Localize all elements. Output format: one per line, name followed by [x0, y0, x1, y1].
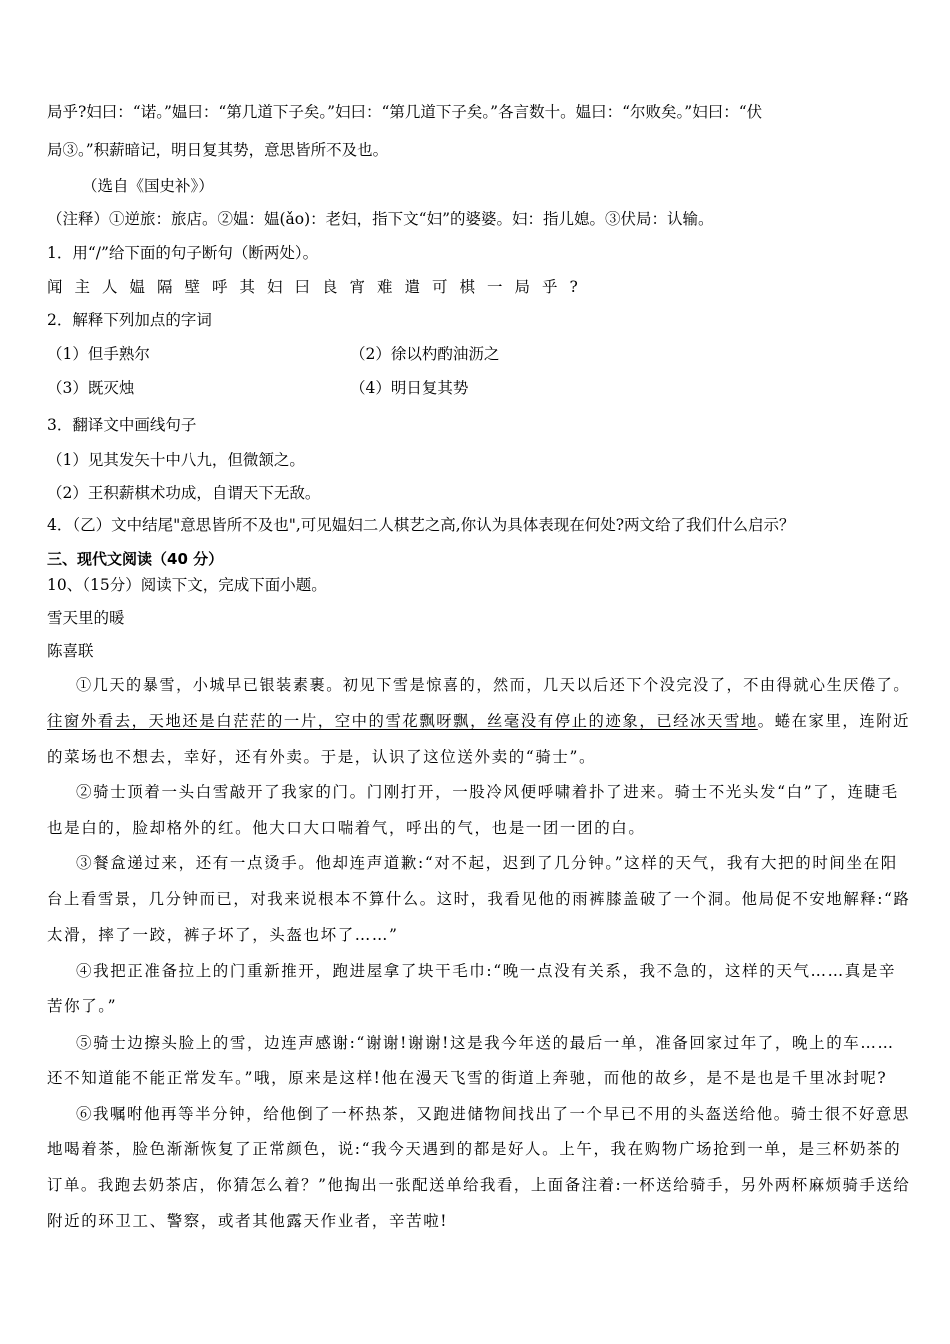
paragraph-line: ②骑士顶着一头白雪敲开了我家的门。门刚打开，一股冷风便呼啸着扑了进来。骑士不光头发“白”了，连睫毛	[76, 783, 899, 801]
essay-title: 雪天里的暖	[47, 609, 125, 627]
question-4: 4．（乙）文中结尾"意思皆所不及也",可见媪妇二人棋艺之高,你认为具体表现在何处?两文给了我们什么启示？	[47, 516, 795, 534]
paragraph-line: ③餐盒递过来，还有一点烫手。他却连声道歉:“对不起，迟到了几分钟。”这样的天气，我有大把的时间坐在阳	[76, 854, 898, 872]
paragraph-line: ⑤骑士边擦头脸上的雪，边连声感谢:“谢谢!谢谢!这是我今年送的最后一单，准备回家过年了，晚上的车……	[76, 1034, 895, 1052]
classical-text-line: 局乎?妇曰：“诺。”媪曰：“第几道下子矣。”妇曰：“第几道下子矣。”各言数十。媪曰：“尔败矣。”妇曰：“伏	[47, 103, 763, 121]
paragraph-line: ⑥我嘱咐他再等半分钟，给他倒了一杯热茶，又跑进储物间找出了一个早已不用的头盔送给他。骑士很不好意思	[76, 1105, 910, 1123]
section-heading: 三、现代文阅读（40 分）	[47, 550, 224, 568]
question-2: 2．解释下列加点的字词	[47, 311, 212, 329]
paragraph-line: 地喝着茶，脸色渐渐恢复了正常颜色，说:“我今天遇到的都是好人。上午，我在购物广场抢到一单，是三杯奶茶的	[47, 1140, 902, 1158]
essay-author: 陈喜联	[47, 642, 94, 660]
question-2-item: （4）明日复其势	[350, 379, 469, 397]
paragraph-fragment: 。蜷在家里，连附近	[757, 712, 911, 730]
source-citation: （选自《国史补》）	[82, 177, 214, 195]
paragraph-line: 的菜场也不想去，幸好，还有外卖。于是，认识了这位送外卖的“骑士”。	[47, 748, 597, 766]
paragraph-line: 太滑，摔了一跤，裤子坏了，头盔也坏了……”	[47, 926, 399, 944]
question-2-item: （2）徐以杓酌油沥之	[350, 345, 500, 363]
question-1: 1．用“/”给下面的句子断句（断两处）。	[47, 244, 319, 262]
question-1-sentence: 闻主人媪隔壁呼其妇曰良宵难遣可棋一局乎?	[47, 278, 590, 296]
question-2-row	[47, 378, 469, 398]
annotation-notes: （注释）①逆旅：旅店。②媪：媪(ǎo)：老妇，指下文“妇”的婆婆。妇：指儿媳。③伏局：认输。	[47, 210, 714, 228]
paragraph-line: 苦你了。”	[47, 997, 118, 1015]
underlined-sentence: 往窗外看去，天地还是白茫茫的一片，空中的雪花飘呀飘，丝毫没有停止的迹象，已经冰天雪地	[47, 712, 758, 730]
question-3-item: （1）见其发矢十中八九，但微颔之。	[47, 451, 305, 469]
paragraph-line: ④我把正准备拉上的门重新推开，跑进屋拿了块干毛巾:“晚一点没有关系，我不急的，这样的天气……真是辛	[76, 962, 897, 980]
question-2-item: （3）既灭烛	[47, 379, 135, 397]
paragraph-line: 还不知道能不能正常发车。”哦，原来是这样!他在漫天飞雪的街道上奔驰，而他的故乡，是不是也是千里冰封呢?	[47, 1069, 888, 1087]
question-2-row	[47, 344, 500, 364]
paragraph-line: ①几天的暴雪，小城早已银装素裹。初见下雪是惊喜的，然而，几天以后还下个没完没了，不由得就心生厌倦了。	[76, 676, 911, 694]
paragraph-line: 也是白的，脸却格外的红。他大口大口喘着气，呼出的气，也是一团一团的白。	[47, 819, 646, 837]
question-3: 3．翻译文中画线句子	[47, 416, 197, 434]
paragraph-line: 台上看雪景，几分钟而已，对我来说根本不算什么。这时，我看见他的雨裤膝盖破了一个洞。他局促不安地解释:“路	[47, 890, 911, 908]
question-3-item: （2）王积薪棋术功成，自谓天下无敌。	[47, 484, 321, 502]
section-instruction: 10、（15分）阅读下文，完成下面小题。	[47, 576, 327, 594]
paragraph-line: 附近的环卫工、警察，或者其他露天作业者，辛苦啦!	[47, 1212, 449, 1230]
paragraph-line	[47, 711, 910, 731]
classical-text-line: 局③。”积薪暗记，明日复其势，意思皆所不及也。	[47, 141, 389, 159]
paragraph-line: 订单。我跑去奶茶店，你猜怎么着？”他掏出一张配送单给我看，上面备注着:一杯送给骑手，另外两杯麻烦骑手送给	[47, 1176, 911, 1194]
question-2-item: （1）但手熟尔	[47, 345, 150, 363]
